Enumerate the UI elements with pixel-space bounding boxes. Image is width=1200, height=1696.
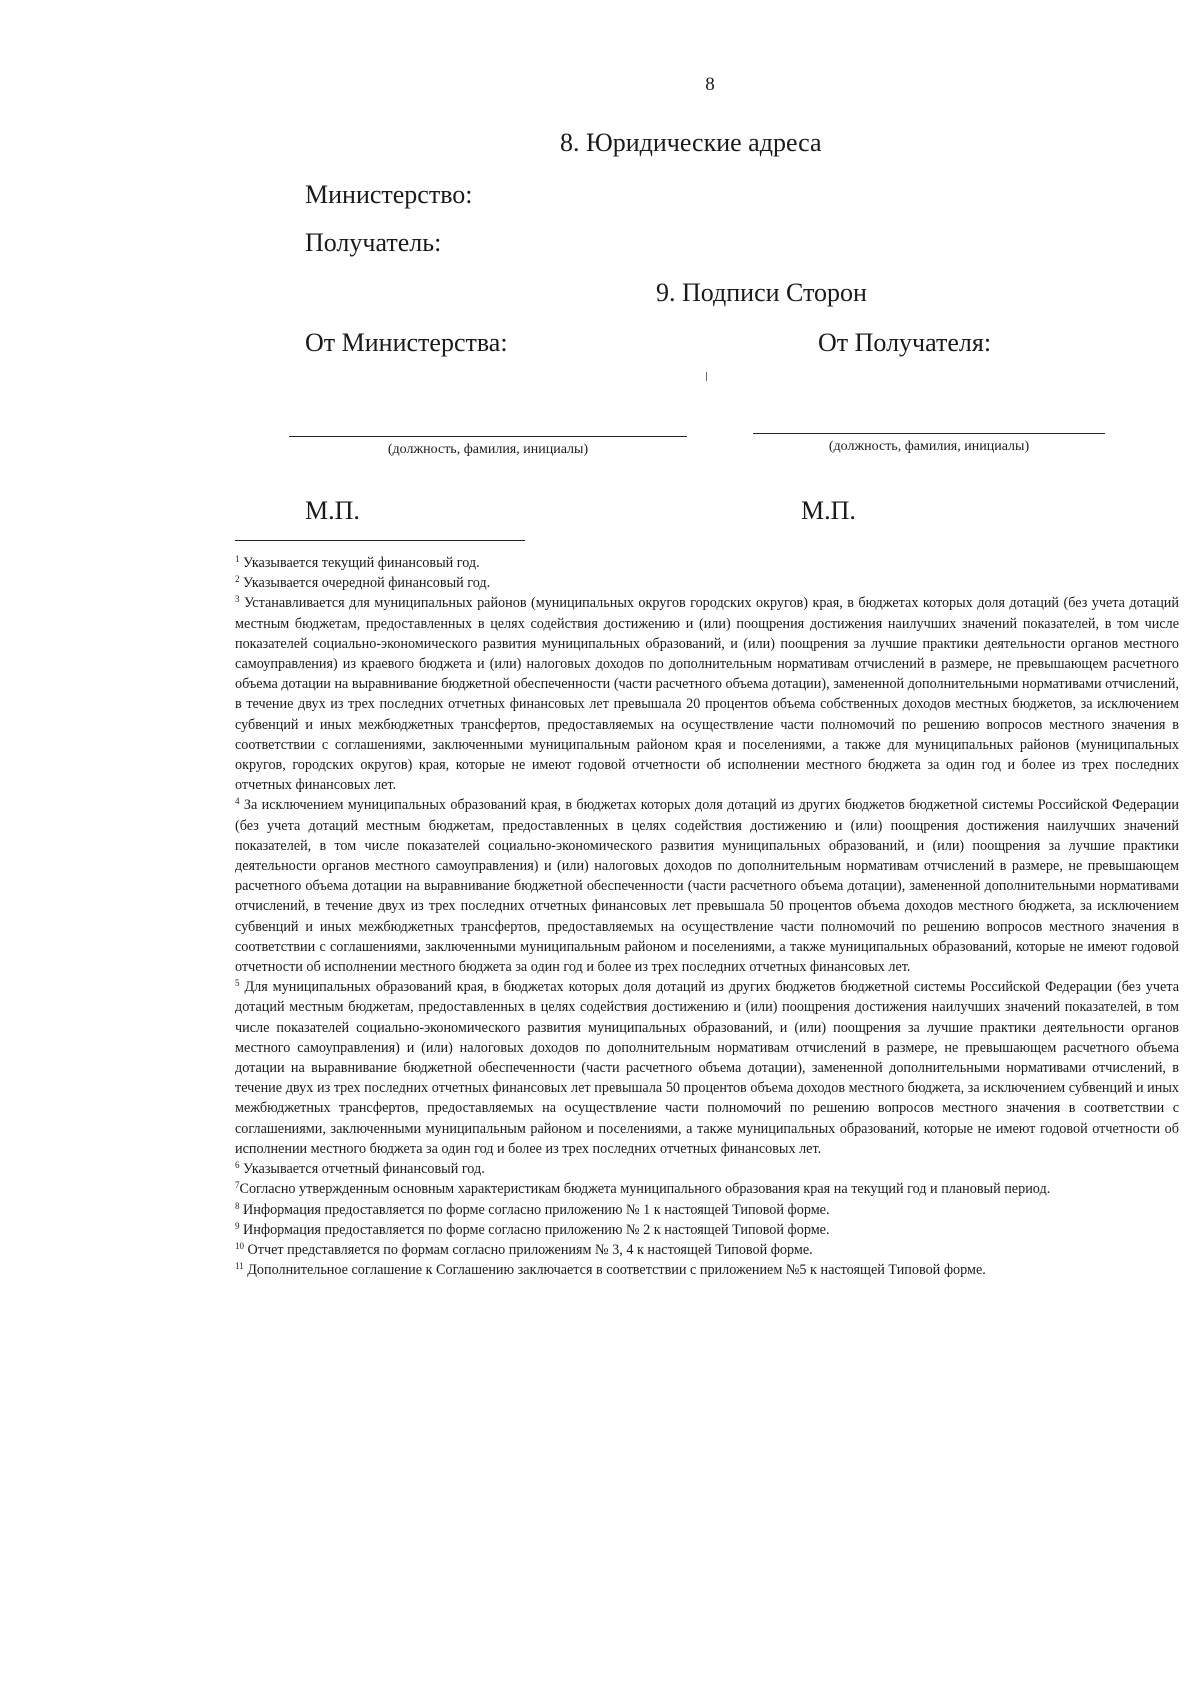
footnote-marker: 10 xyxy=(235,1240,244,1251)
scan-mark xyxy=(706,372,707,381)
page-number: 8 xyxy=(705,74,715,95)
footnote-separator xyxy=(235,540,525,541)
from-ministry-label: От Министерства: xyxy=(305,328,508,357)
footnotes xyxy=(235,553,1179,1280)
footnote-marker: 7 xyxy=(235,1180,240,1191)
footnote-10 xyxy=(235,1240,1179,1260)
footnote-text: За исключением муниципальных образований края, в бюджетах которых доля дотаций из других бюджетов бюджетной системы Российской Федерации (без учета дотаций местным бюджетам, предоставленных в целях содействия достижению и (или) поощрения достижения наилучших значений показателей, в том числе показателей социально-экономического развития муниципальных образований, и (или) поощрения за лучшие практики деятельности органов местного самоуправления) и (или) налоговых доходов по дополнительным нормативам отчислений в размере, не превышающем расчетного объема дотации на выравнивание бюджетной обеспеченности (части расчетного объема дотации), замененной дополнительными нормативами отчислений, в течение двух из трех последних отчетных финансовых лет превышала 50 процентов объема доходов местного бюджета, за исключением субвенций и иных межбюджетных трансфертов, предоставляемых на осуществление части полномочий по решению вопросов местного значения в соответствии с соглашениями, заключенными муниципальным районом и поселениями, а также муниципальных образований, которые не имеют годовой отчетности об исполнении местного бюджета за один год и более из трех последних отчетных финансовых лет. xyxy=(235,797,1179,976)
recipient-label: Получатель: xyxy=(305,228,442,257)
footnote-8 xyxy=(235,1200,1179,1220)
signatures-heading: 9. Подписи Сторон xyxy=(656,278,867,307)
footnote-text: Информация предоставляется по форме согласно приложению № 2 к настоящей Типовой форме. xyxy=(239,1221,830,1238)
left-seal-label: М.П. xyxy=(305,496,360,525)
footnote-text: Указывается отчетный финансовый год. xyxy=(239,1161,485,1178)
legal-addresses-heading: 8. Юридические адреса xyxy=(560,128,822,157)
footnote-5 xyxy=(235,977,1179,1159)
footnote-marker: 9 xyxy=(235,1220,240,1231)
footnote-7 xyxy=(235,1179,1179,1199)
footnote-marker: 11 xyxy=(235,1261,244,1272)
right-seal-label: М.П. xyxy=(801,496,856,525)
footnote-1 xyxy=(235,553,1179,573)
from-recipient-label: От Получателя: xyxy=(818,328,992,357)
footnote-text: Дополнительное соглашение к Соглашению заключается в соответствии с приложением №5 к настоящей Типовой форме. xyxy=(243,1262,986,1279)
footnote-marker: 5 xyxy=(235,978,240,989)
footnote-marker: 4 xyxy=(235,796,240,807)
footnote-text: Для муниципальных образований края, в бюджетах которых доля дотаций из других бюджетов бюджетной системы Российской Федерации (без учета дотаций местным бюджетам, предоставленных в целях содействия достижению и (или) поощрения достижения наилучших значений показателей, в том числе показателей социально-экономического развития муниципальных образований, и (или) поощрения за лучшие практики деятельности органов местного самоуправления) и (или) налоговых доходов по дополнительным нормативам отчислений в размере, не превышающем расчетного объема дотации на выравнивание бюджетной обеспеченности (части расчетного объема дотации), замененной дополнительными нормативами отчислений, в течение двух из трех последних отчетных финансовых лет превышала 50 процентов объема доходов местного бюджета, за исключением субвенций и иных межбюджетных трансфертов, предоставляемых на осуществление части полномочий по решению вопросов местного значения в соответствии с соглашениями, заключенными муниципальным районом и поселениями, а также муниципальных образований, которые не имеют годовой отчетности об исполнении местного бюджета за один год и более из трех последних отчетных финансовых лет. xyxy=(235,979,1179,1157)
footnote-11 xyxy=(235,1260,1179,1280)
footnote-text: Информация предоставляется по форме согласно приложению № 1 к настоящей Типовой форме. xyxy=(239,1201,830,1218)
footnote-text: Указывается очередной финансовый год. xyxy=(239,575,491,592)
ministry-label: Министерство: xyxy=(305,180,473,209)
footnote-9 xyxy=(235,1220,1179,1240)
left-signature-caption: (должность, фамилия, инициалы) xyxy=(387,442,589,457)
footnote-marker: 3 xyxy=(235,594,240,605)
footnote-text: Устанавливается для муниципальных районов (муниципальных округов городских округов) края, в бюджетах которых доля дотаций (без учета дотаций местным бюджетам, предоставленных в целях содействия достижению и (или) поощрения достижения наилучших значений показателей, в том числе показателей социально-экономического развития муниципальных образований, и (или) поощрения за лучшие практики деятельности органов местного самоуправления) из краевого бюджета и (или) налоговых доходов по дополнительным нормативам отчислений в размере, не превышающем расчетного объема дотации на выравнивание бюджетной обеспеченности (части расчетного объема дотации), замененной дополнительными нормативами отчислений, в течение двух из трех последних отчетных финансовых лет превышала 20 процентов объема собственных доходов местных бюджетов, за исключением субвенций и иных межбюджетных трансфертов, предоставляемых на осуществление части полномочий по решению вопросов местного значения в соответствии с соглашениями, заключенными муниципальным районом края и поселениями, а также для муниципальных районов (муниципальных округов, городских округов) края, которые не имеют годовой отчетности об исполнении местного бюджета за один год и более из трех последних отчетных финансовых лет. xyxy=(235,595,1179,794)
footnote-text: Отчет представляется по формам согласно приложениям № 3, 4 к настоящей Типовой форме. xyxy=(244,1241,813,1258)
footnote-marker: 6 xyxy=(235,1160,240,1171)
footnote-text: Согласно утвержденным основным характеристикам бюджета муниципального образования края на текущий год и плановый период. xyxy=(239,1181,1051,1198)
footnote-text: Указывается текущий финансовый год. xyxy=(239,555,480,571)
right-signature-caption: (должность, фамилия, инициалы) xyxy=(828,439,1030,454)
footnote-3 xyxy=(235,593,1179,795)
footnote-marker: 1 xyxy=(235,554,240,564)
footnote-6 xyxy=(235,1159,1179,1179)
footnote-marker: 8 xyxy=(235,1200,240,1211)
right-signature-line xyxy=(753,433,1105,434)
footnote-marker: 2 xyxy=(235,574,240,585)
footnote-4 xyxy=(235,795,1179,977)
left-signature-line xyxy=(289,436,687,437)
footnote-2 xyxy=(235,573,1179,593)
